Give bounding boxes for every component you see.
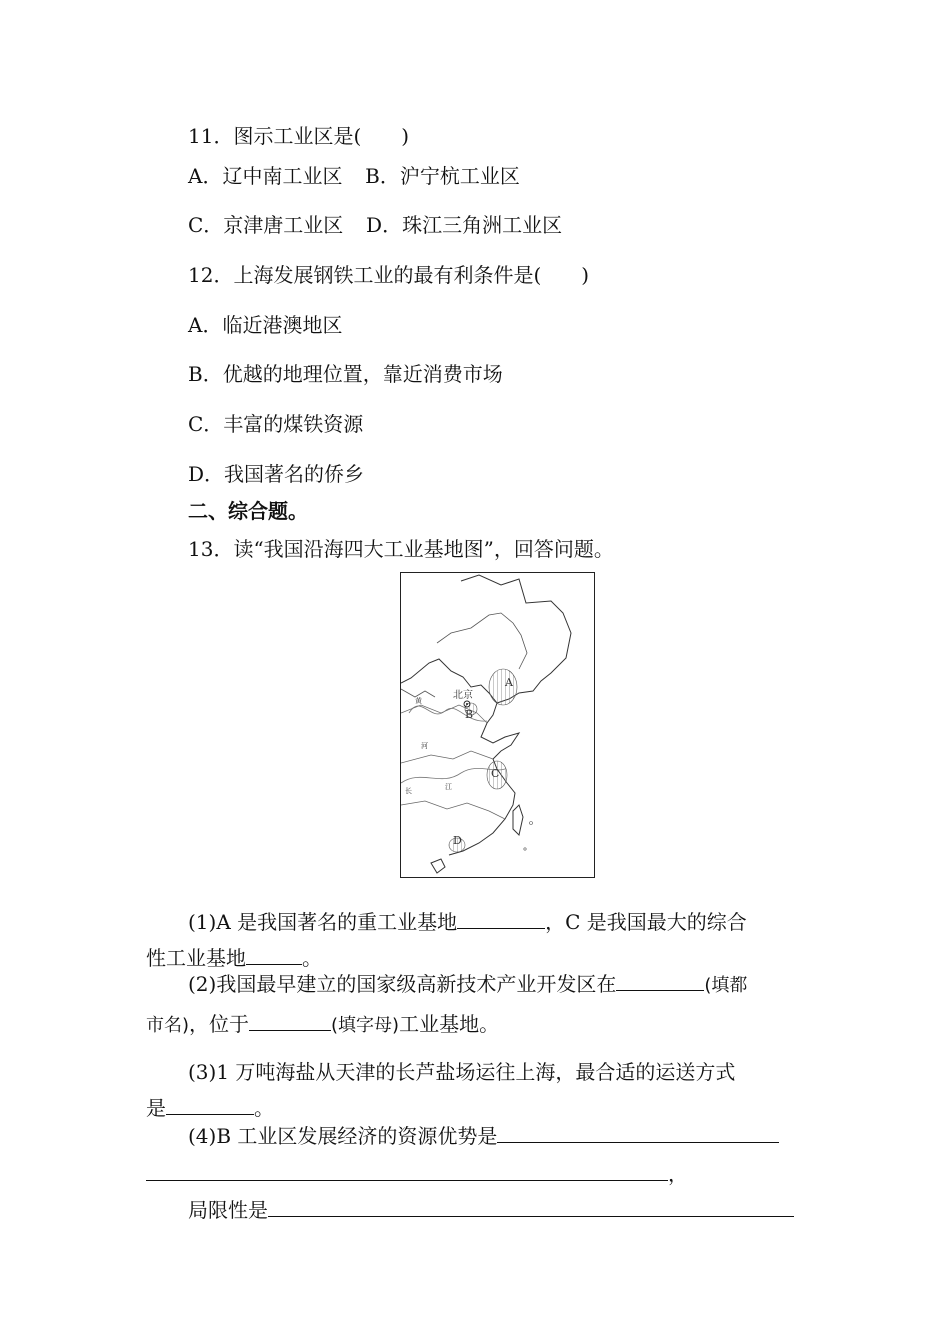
answer-blank-2a[interactable] — [616, 970, 704, 991]
q13-stem: 13．读“我国沿海四大工业基地图”，回答问题。 — [188, 537, 614, 561]
q13-part4-line3 — [188, 1196, 794, 1224]
coastline-north-inner — [437, 613, 527, 669]
q13-part2-text-b: ，位于 — [189, 1012, 250, 1036]
q13-part3-line2 — [146, 1094, 274, 1122]
q11-options-row1 — [188, 162, 520, 190]
west-boundary — [401, 689, 435, 697]
section-heading: 二、综合题。 — [188, 499, 308, 523]
q13-part4-line1 — [188, 1122, 779, 1150]
answer-blank-4c[interactable] — [268, 1196, 794, 1217]
map-label-a: A — [505, 676, 513, 689]
q11-option-c: C．京津唐工业区 — [188, 213, 344, 237]
island-dot — [530, 822, 533, 825]
inland-boundary-3 — [401, 801, 505, 819]
taiwan-island — [513, 805, 523, 835]
q13-part2-hint-3: (填字母) — [331, 1015, 400, 1036]
q13-part4-text-c: 局限性是 — [188, 1198, 268, 1222]
q13-part1-text-a: (1)A 是我国著名的重工业基地 — [188, 910, 458, 934]
q12-option-b: B．优越的地理位置，靠近消费市场 — [188, 362, 503, 386]
answer-blank-4a[interactable] — [497, 1122, 779, 1143]
q11-option-a: A．辽中南工业区 — [188, 164, 343, 188]
q12-stem: 12．上海发展钢铁工业的最有利条件是( ) — [188, 263, 590, 287]
river-char-1: 黄 — [415, 697, 422, 705]
map-label-b: B — [465, 708, 474, 721]
q11-options-row2 — [188, 211, 562, 239]
q13-part4-line2 — [146, 1160, 688, 1188]
q11-stem: 11．图示工业区是( ) — [188, 124, 410, 148]
coastline-northeast — [401, 575, 571, 703]
answer-blank-1a[interactable] — [457, 908, 545, 929]
river-char-3: 长 — [405, 787, 412, 795]
q13-part1-line2 — [146, 944, 322, 972]
map-label-c: C — [491, 767, 500, 780]
q11-option-b: B．沪宁杭工业区 — [365, 164, 520, 188]
q13-part3-line1: (3)1 万吨海盐从天津的长芦盐场运往上海，最合适的运送方式 — [188, 1060, 736, 1084]
beijing-marker-dot — [466, 703, 468, 705]
q13-part2-hint-2: 市名) — [146, 1015, 190, 1036]
q12-option-d: D．我国著名的侨乡 — [188, 462, 365, 486]
island-dot — [524, 848, 526, 850]
q12-option-a: A．临近港澳地区 — [188, 313, 343, 337]
hainan-island — [431, 859, 445, 873]
inland-boundary-2 — [401, 751, 493, 763]
q13-part1-line1 — [188, 908, 747, 936]
q13-part1-text-c: 性工业基地 — [146, 946, 246, 970]
q13-part3-text-c: 。 — [254, 1096, 274, 1120]
q13-part2-text-a: (2)我国最早建立的国家级高新技术产业开发区在 — [188, 972, 617, 996]
q13-part2-line1 — [188, 970, 747, 1000]
q13-part2-line2 — [146, 1010, 499, 1040]
q11-option-d: D．珠江三角洲工业区 — [366, 213, 563, 237]
q13-part1-text-b: ，C 是我国最大的综合 — [545, 910, 747, 934]
q13-part1-text-d: 。 — [302, 946, 322, 970]
answer-blank-4b[interactable] — [146, 1160, 668, 1181]
q12-option-c: C．丰富的煤铁资源 — [188, 412, 364, 436]
q13-part2-text-c: 工业基地。 — [399, 1012, 500, 1036]
river-char-4: 江 — [445, 783, 452, 791]
river-char-2: 河 — [421, 742, 428, 750]
q13-part4-text-b: ， — [668, 1162, 688, 1186]
beijing-label: 北京 — [453, 690, 473, 701]
coastline-bohai — [449, 703, 519, 855]
q13-part2-hint-1: (填都 — [704, 975, 748, 996]
answer-blank-2b[interactable] — [249, 1010, 331, 1031]
q13-part3-text-b: 是 — [146, 1096, 166, 1120]
map-label-d: D — [453, 834, 462, 847]
q13-part4-text-a: (4)B 工业区发展经济的资源优势是 — [188, 1124, 498, 1148]
coastal-industrial-bases-map — [400, 572, 595, 878]
answer-blank-1c[interactable] — [246, 944, 302, 965]
answer-blank-3[interactable] — [166, 1094, 254, 1115]
